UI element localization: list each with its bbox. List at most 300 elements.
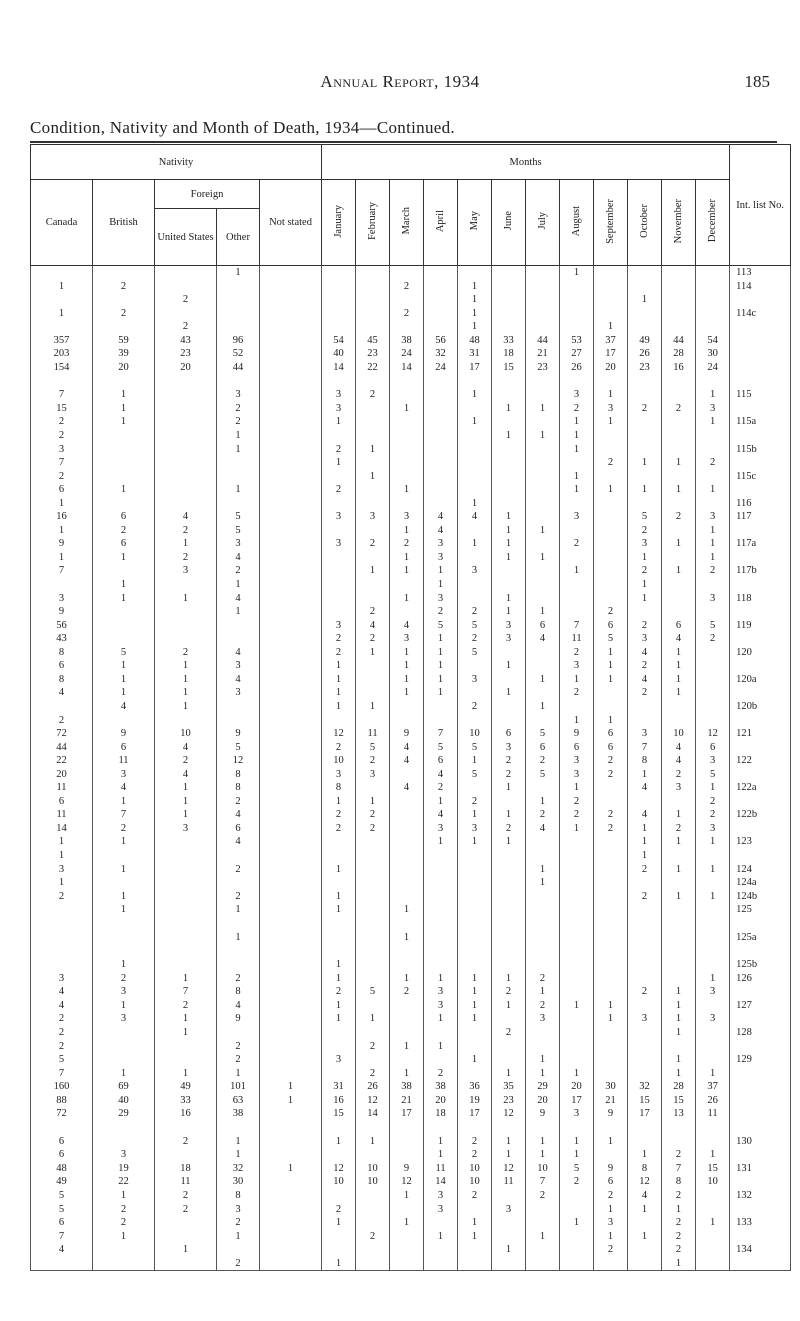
- table-cell: 56: [31, 619, 93, 633]
- table-cell: [628, 958, 662, 972]
- table-cell: 3: [696, 985, 730, 999]
- table-row: [31, 1026, 791, 1040]
- table-cell: 2: [217, 402, 260, 416]
- table-row: [31, 903, 791, 917]
- table-cell: 2: [322, 741, 356, 755]
- table-cell: [93, 470, 155, 484]
- table-cell: [424, 402, 458, 416]
- empty-cell: [730, 944, 791, 958]
- table-cell: [260, 768, 322, 782]
- table-cell: [696, 714, 730, 728]
- table-cell: 2: [696, 632, 730, 646]
- table-cell: 2: [594, 1189, 628, 1203]
- table-cell: 1: [155, 537, 217, 551]
- table-cell: [390, 1053, 424, 1067]
- table-cell: [696, 578, 730, 592]
- table-cell: [155, 849, 217, 863]
- empty-cell: [322, 374, 356, 388]
- spacer-row: [31, 1121, 791, 1135]
- table-cell: [260, 524, 322, 538]
- table-cell: 5: [217, 524, 260, 538]
- table-cell: 1: [560, 415, 594, 429]
- table-cell: 2: [628, 985, 662, 999]
- empty-cell: [560, 944, 594, 958]
- table-cell: 1: [322, 890, 356, 904]
- table-cell: 6: [31, 1135, 93, 1149]
- table-cell: 1: [390, 673, 424, 687]
- table-cell: [662, 470, 696, 484]
- table-cell: 37: [594, 334, 628, 348]
- table-cell: [356, 307, 390, 321]
- table-cell: 1: [217, 605, 260, 619]
- table-cell: 59: [93, 334, 155, 348]
- table-cell: 6: [93, 510, 155, 524]
- table-cell: 1: [560, 1216, 594, 1230]
- table-cell: [560, 578, 594, 592]
- table-cell: 9: [93, 727, 155, 741]
- table-cell: 2: [217, 1216, 260, 1230]
- table-cell: [260, 686, 322, 700]
- empty-cell: [93, 944, 155, 958]
- table-cell: 2: [93, 1203, 155, 1217]
- table-cell: [260, 890, 322, 904]
- table-cell: 2: [155, 1189, 217, 1203]
- int-list-number: 115b: [730, 443, 791, 457]
- table-cell: 1: [594, 673, 628, 687]
- table-cell: 1: [93, 1067, 155, 1081]
- table-cell: 1: [322, 673, 356, 687]
- table-cell: 49: [628, 334, 662, 348]
- table-cell: 2: [526, 999, 560, 1013]
- table-cell: 1: [526, 429, 560, 443]
- table-cell: 2: [155, 551, 217, 565]
- table-cell: [594, 700, 628, 714]
- table-cell: 15: [492, 361, 526, 375]
- table-cell: 33: [155, 1094, 217, 1108]
- int-list-number: 115c: [730, 470, 791, 484]
- table-cell: 3: [322, 619, 356, 633]
- table-cell: 1: [662, 1257, 696, 1271]
- table-cell: 2: [662, 822, 696, 836]
- table-cell: [696, 1135, 730, 1149]
- table-cell: 3: [31, 443, 93, 457]
- int-list-number: [730, 1148, 791, 1162]
- table-cell: [696, 673, 730, 687]
- table-cell: [492, 578, 526, 592]
- table-cell: [390, 1026, 424, 1040]
- table-cell: 2: [594, 754, 628, 768]
- table-cell: 48: [458, 334, 492, 348]
- table-cell: 2: [322, 443, 356, 457]
- table-cell: 1: [155, 686, 217, 700]
- table-cell: [492, 1216, 526, 1230]
- table-cell: 1: [424, 1135, 458, 1149]
- table-cell: [594, 293, 628, 307]
- table-cell: [628, 443, 662, 457]
- table-cell: [356, 1053, 390, 1067]
- table-cell: 1: [696, 1148, 730, 1162]
- table-cell: 1: [628, 578, 662, 592]
- table-cell: 49: [31, 1175, 93, 1189]
- table-cell: [526, 415, 560, 429]
- table-row: [31, 334, 791, 348]
- table-cell: 16: [155, 1107, 217, 1121]
- table-cell: [260, 1067, 322, 1081]
- table-cell: 12: [390, 1175, 424, 1189]
- table-cell: 1: [322, 795, 356, 809]
- table-cell: 8: [217, 1189, 260, 1203]
- table-cell: 4: [217, 673, 260, 687]
- table-cell: 2: [93, 524, 155, 538]
- table-cell: 14: [322, 361, 356, 375]
- table-cell: 2: [356, 537, 390, 551]
- table-cell: 2: [560, 795, 594, 809]
- table-cell: [155, 863, 217, 877]
- table-cell: [31, 266, 93, 280]
- table-cell: 2: [458, 1148, 492, 1162]
- table-cell: 3: [31, 972, 93, 986]
- int-list-number: 125a: [730, 931, 791, 945]
- table-cell: [260, 415, 322, 429]
- table-cell: 5: [217, 741, 260, 755]
- table-cell: [260, 727, 322, 741]
- table-cell: 3: [155, 822, 217, 836]
- table-cell: 4: [424, 524, 458, 538]
- table-cell: 1: [560, 443, 594, 457]
- table-cell: 1: [560, 266, 594, 280]
- int-list-number: 114c: [730, 307, 791, 321]
- empty-cell: [390, 917, 424, 931]
- table-cell: 1: [458, 415, 492, 429]
- table-cell: 4: [217, 551, 260, 565]
- table-row: [31, 700, 791, 714]
- table-cell: [662, 293, 696, 307]
- table-cell: 2: [390, 280, 424, 294]
- empty-cell: [526, 944, 560, 958]
- table-cell: 1: [560, 999, 594, 1013]
- table-cell: [662, 795, 696, 809]
- table-cell: 3: [696, 592, 730, 606]
- table-cell: [217, 632, 260, 646]
- table-cell: 8: [628, 1162, 662, 1176]
- table-cell: [322, 293, 356, 307]
- table-cell: [560, 551, 594, 565]
- table-cell: [322, 1243, 356, 1257]
- table-cell: 11: [93, 754, 155, 768]
- table-cell: 1: [356, 443, 390, 457]
- table-cell: 1: [31, 497, 93, 511]
- table-cell: [93, 605, 155, 619]
- table-cell: 1: [390, 1040, 424, 1054]
- table-cell: [628, 931, 662, 945]
- table-cell: 2: [155, 524, 217, 538]
- table-cell: [628, 1243, 662, 1257]
- table-cell: [260, 714, 322, 728]
- table-cell: [492, 388, 526, 402]
- empty-cell: [31, 917, 93, 931]
- table-cell: 3: [424, 999, 458, 1013]
- table-cell: [260, 388, 322, 402]
- table-cell: 1: [390, 903, 424, 917]
- table-cell: 10: [526, 1162, 560, 1176]
- int-list-header: Int. list No.: [730, 145, 791, 266]
- table-cell: [260, 1040, 322, 1054]
- table-title: [30, 118, 455, 138]
- table-cell: [155, 1216, 217, 1230]
- table-cell: 3: [322, 1053, 356, 1067]
- table-cell: [155, 307, 217, 321]
- table-cell: 20: [526, 1094, 560, 1108]
- table-cell: [424, 456, 458, 470]
- table-cell: 1: [526, 985, 560, 999]
- table-cell: 1: [594, 646, 628, 660]
- table-cell: 1: [31, 849, 93, 863]
- spacer-row: [31, 944, 791, 958]
- table-row: [31, 808, 791, 822]
- table-cell: 1: [424, 835, 458, 849]
- table-cell: 1: [93, 592, 155, 606]
- table-cell: [458, 443, 492, 457]
- table-cell: [560, 280, 594, 294]
- report-title: Annual Report, 1934: [320, 72, 480, 91]
- table-cell: 1: [260, 1162, 322, 1176]
- table-cell: 5: [356, 985, 390, 999]
- table-cell: 12: [217, 754, 260, 768]
- table-cell: 7: [560, 619, 594, 633]
- table-cell: [260, 483, 322, 497]
- table-cell: 1: [93, 958, 155, 972]
- table-cell: 2: [93, 280, 155, 294]
- table-cell: 3: [560, 388, 594, 402]
- table-cell: [260, 863, 322, 877]
- table-cell: [31, 578, 93, 592]
- table-cell: 3: [424, 822, 458, 836]
- table-cell: 8: [217, 781, 260, 795]
- table-row: [31, 402, 791, 416]
- table-cell: 22: [356, 361, 390, 375]
- table-cell: 1: [217, 578, 260, 592]
- table-cell: 16: [31, 510, 93, 524]
- table-cell: [93, 497, 155, 511]
- table-cell: [492, 958, 526, 972]
- table-cell: 1: [424, 1148, 458, 1162]
- table-cell: 8: [322, 781, 356, 795]
- table-cell: [594, 578, 628, 592]
- table-cell: [356, 280, 390, 294]
- table-cell: [594, 972, 628, 986]
- table-cell: [526, 592, 560, 606]
- int-list-number: 126: [730, 972, 791, 986]
- table-cell: [424, 1257, 458, 1271]
- table-cell: 2: [217, 863, 260, 877]
- table-cell: [424, 931, 458, 945]
- table-cell: 15: [662, 1094, 696, 1108]
- table-cell: [155, 388, 217, 402]
- table-cell: 1: [492, 1148, 526, 1162]
- table-row: [31, 483, 791, 497]
- table-cell: [424, 443, 458, 457]
- int-list-number: 132: [730, 1189, 791, 1203]
- table-cell: 1: [458, 293, 492, 307]
- table-cell: 1: [526, 1148, 560, 1162]
- table-row: [31, 972, 791, 986]
- table-cell: [322, 1148, 356, 1162]
- table-cell: [424, 280, 458, 294]
- table-cell: 1: [458, 1053, 492, 1067]
- table-cell: [260, 307, 322, 321]
- table-cell: 3: [217, 686, 260, 700]
- table-cell: 29: [526, 1080, 560, 1094]
- table-cell: 11: [424, 1162, 458, 1176]
- month-december-header: [696, 180, 730, 266]
- table-cell: 3: [217, 1203, 260, 1217]
- united-states-header: United States: [155, 209, 217, 266]
- table-cell: [260, 280, 322, 294]
- table-cell: 3: [424, 537, 458, 551]
- table-cell: [696, 470, 730, 484]
- table-cell: [155, 266, 217, 280]
- table-cell: 2: [696, 795, 730, 809]
- table-cell: [260, 808, 322, 822]
- table-cell: [356, 578, 390, 592]
- table-cell: [526, 931, 560, 945]
- table-row: [31, 1053, 791, 1067]
- table-cell: [322, 835, 356, 849]
- table-cell: 1: [526, 524, 560, 538]
- table-cell: 1: [93, 388, 155, 402]
- table-cell: 2: [594, 768, 628, 782]
- table-cell: [662, 931, 696, 945]
- int-list-number: 117a: [730, 537, 791, 551]
- month-september-label: September: [605, 198, 617, 244]
- table-cell: 1: [594, 320, 628, 334]
- month-june-label: June: [503, 211, 515, 231]
- table-cell: [390, 1257, 424, 1271]
- table-cell: [594, 1257, 628, 1271]
- table-cell: [260, 266, 322, 280]
- table-row: [31, 307, 791, 321]
- table-cell: 2: [390, 307, 424, 321]
- table-cell: [217, 876, 260, 890]
- table-cell: [356, 415, 390, 429]
- table-cell: 6: [217, 822, 260, 836]
- table-cell: 1: [322, 999, 356, 1013]
- table-cell: [492, 673, 526, 687]
- table-cell: 17: [458, 361, 492, 375]
- table-cell: [560, 931, 594, 945]
- empty-cell: [155, 1121, 217, 1135]
- table-cell: 1: [424, 686, 458, 700]
- table-cell: 23: [155, 347, 217, 361]
- table-cell: 9: [594, 1107, 628, 1121]
- table-row: [31, 985, 791, 999]
- table-cell: 2: [322, 822, 356, 836]
- table-cell: [628, 1053, 662, 1067]
- table-cell: [260, 999, 322, 1013]
- table-cell: [390, 456, 424, 470]
- table-cell: [662, 700, 696, 714]
- table-cell: 1: [93, 402, 155, 416]
- table-cell: 2: [696, 564, 730, 578]
- empty-cell: [662, 917, 696, 931]
- table-cell: [594, 1040, 628, 1054]
- table-cell: 1: [560, 781, 594, 795]
- table-cell: [696, 1026, 730, 1040]
- int-list-number: [730, 361, 791, 375]
- table-cell: 2: [31, 415, 93, 429]
- table-cell: [322, 280, 356, 294]
- empty-cell: [696, 1121, 730, 1135]
- int-list-number: [730, 1094, 791, 1108]
- month-march-header: [390, 180, 424, 266]
- table-cell: [356, 999, 390, 1013]
- empty-cell: [155, 917, 217, 931]
- table-cell: 40: [322, 347, 356, 361]
- empty-cell: [260, 1121, 322, 1135]
- table-cell: [696, 293, 730, 307]
- table-cell: 1: [594, 483, 628, 497]
- table-cell: 3: [424, 1203, 458, 1217]
- empty-cell: [217, 917, 260, 931]
- table-cell: [260, 537, 322, 551]
- table-cell: [628, 1026, 662, 1040]
- table-cell: 6: [31, 483, 93, 497]
- table-cell: 1: [628, 835, 662, 849]
- table-cell: 1: [93, 1189, 155, 1203]
- empty-cell: [696, 374, 730, 388]
- table-cell: 1: [322, 1216, 356, 1230]
- table-cell: 6: [424, 754, 458, 768]
- table-cell: [260, 1203, 322, 1217]
- table-cell: 1: [93, 795, 155, 809]
- table-cell: [260, 849, 322, 863]
- table-cell: 1: [662, 1203, 696, 1217]
- table-row: [31, 754, 791, 768]
- table-cell: [662, 714, 696, 728]
- table-cell: [390, 1203, 424, 1217]
- table-cell: [260, 1189, 322, 1203]
- table-cell: [696, 659, 730, 673]
- table-title-text: Condition, Nativity and Month of Death, 1934—Continued.: [30, 118, 455, 137]
- table-cell: [356, 686, 390, 700]
- table-row: [31, 1148, 791, 1162]
- table-cell: 3: [424, 985, 458, 999]
- table-cell: 1: [93, 835, 155, 849]
- table-cell: 1: [322, 1135, 356, 1149]
- table-cell: [526, 280, 560, 294]
- table-cell: 8: [217, 985, 260, 999]
- table-cell: [594, 307, 628, 321]
- table-cell: [560, 293, 594, 307]
- table-row: [31, 293, 791, 307]
- table-cell: 1: [322, 972, 356, 986]
- table-cell: 6: [696, 741, 730, 755]
- table-cell: 1: [458, 972, 492, 986]
- table-cell: 1: [696, 1216, 730, 1230]
- table-cell: 1: [93, 578, 155, 592]
- table-row: [31, 619, 791, 633]
- table-row: [31, 1080, 791, 1094]
- table-cell: [424, 429, 458, 443]
- empty-cell: [390, 1121, 424, 1135]
- empty-cell: [390, 374, 424, 388]
- table-cell: [390, 999, 424, 1013]
- table-cell: [356, 551, 390, 565]
- table-cell: [155, 958, 217, 972]
- table-cell: 1: [322, 456, 356, 470]
- table-cell: 2: [560, 808, 594, 822]
- table-cell: [155, 578, 217, 592]
